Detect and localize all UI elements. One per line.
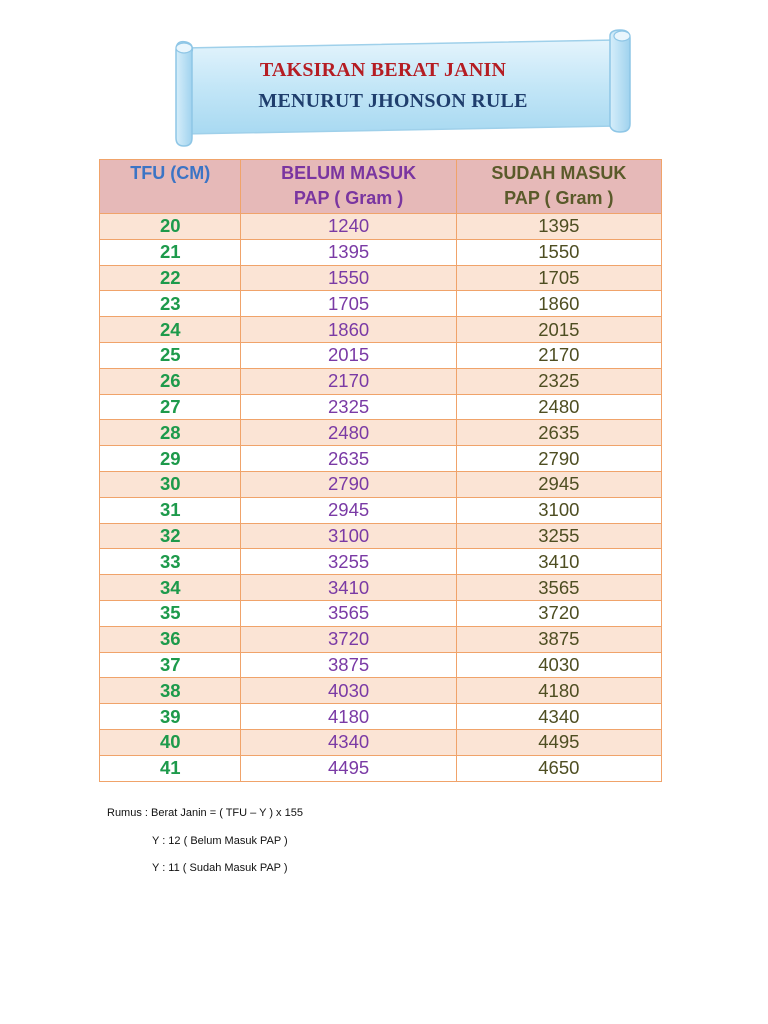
table-row bbox=[100, 342, 662, 368]
cell-tfu: 24 bbox=[100, 317, 241, 343]
cell-sudah-masuk: 2170 bbox=[456, 342, 661, 368]
title-line-1: TAKSIRAN BERAT JANIN bbox=[259, 59, 507, 81]
cell-belum-masuk: 3565 bbox=[241, 600, 456, 626]
cell-tfu: 36 bbox=[100, 626, 241, 652]
cell-tfu: 22 bbox=[100, 265, 241, 291]
cell-sudah-masuk: 2945 bbox=[456, 471, 661, 497]
cell-tfu: 27 bbox=[100, 394, 241, 420]
cell-tfu: 39 bbox=[100, 704, 241, 730]
cell-belum-masuk: 1240 bbox=[241, 214, 456, 240]
cell-belum-masuk: 3875 bbox=[241, 652, 456, 678]
table-row bbox=[100, 291, 662, 317]
cell-tfu: 31 bbox=[100, 497, 241, 523]
cell-tfu: 26 bbox=[100, 368, 241, 394]
table-row bbox=[100, 523, 662, 549]
cell-belum-masuk: 4180 bbox=[241, 704, 456, 730]
cell-tfu: 38 bbox=[100, 678, 241, 704]
cell-sudah-masuk: 1860 bbox=[456, 291, 661, 317]
header-tfu-label: TFU (CM) bbox=[130, 163, 211, 183]
cell-belum-masuk: 1860 bbox=[241, 317, 456, 343]
cell-sudah-masuk: 2480 bbox=[456, 394, 661, 420]
table-body bbox=[100, 214, 662, 782]
cell-belum-masuk: 3720 bbox=[241, 626, 456, 652]
table-row bbox=[100, 652, 662, 678]
table-row bbox=[100, 729, 662, 755]
cell-belum-masuk: 1550 bbox=[241, 265, 456, 291]
header-sudah-masuk-pap bbox=[456, 160, 661, 214]
title-banner bbox=[170, 28, 636, 150]
cell-sudah-masuk: 3565 bbox=[456, 575, 661, 601]
cell-tfu: 29 bbox=[100, 446, 241, 472]
table-row bbox=[100, 704, 662, 730]
header-sudah-line-1: SUDAH MASUK bbox=[491, 163, 627, 183]
cell-sudah-masuk: 3255 bbox=[456, 523, 661, 549]
cell-belum-masuk: 4030 bbox=[241, 678, 456, 704]
cell-sudah-masuk: 3410 bbox=[456, 549, 661, 575]
cell-belum-masuk: 4495 bbox=[241, 755, 456, 781]
table-row bbox=[100, 420, 662, 446]
formula-line: Rumus : Berat Janin = ( TFU – Y ) x 155 bbox=[107, 807, 303, 819]
table-row bbox=[100, 678, 662, 704]
cell-tfu: 34 bbox=[100, 575, 241, 601]
cell-sudah-masuk: 4340 bbox=[456, 704, 661, 730]
cell-belum-masuk: 2635 bbox=[241, 446, 456, 472]
cell-sudah-masuk: 2635 bbox=[456, 420, 661, 446]
cell-tfu: 25 bbox=[100, 342, 241, 368]
cell-sudah-masuk: 1705 bbox=[456, 265, 661, 291]
header-belum-line-1: BELUM MASUK bbox=[281, 163, 417, 183]
cell-tfu: 20 bbox=[100, 214, 241, 240]
cell-tfu: 30 bbox=[100, 471, 241, 497]
cell-tfu: 32 bbox=[100, 523, 241, 549]
header-belum-line-2: PAP ( Gram ) bbox=[293, 188, 404, 208]
cell-belum-masuk: 1395 bbox=[241, 239, 456, 265]
table-row bbox=[100, 497, 662, 523]
table-row bbox=[100, 265, 662, 291]
cell-tfu: 33 bbox=[100, 549, 241, 575]
cell-belum-masuk: 2945 bbox=[241, 497, 456, 523]
cell-belum-masuk: 3255 bbox=[241, 549, 456, 575]
table-row bbox=[100, 600, 662, 626]
cell-tfu: 28 bbox=[100, 420, 241, 446]
table-row bbox=[100, 626, 662, 652]
title-line-2: MENURUT JHONSON RULE bbox=[258, 90, 528, 112]
cell-sudah-masuk: 4650 bbox=[456, 755, 661, 781]
cell-belum-masuk: 3100 bbox=[241, 523, 456, 549]
cell-sudah-masuk: 1395 bbox=[456, 214, 661, 240]
formula-notes bbox=[107, 803, 303, 886]
cell-belum-masuk: 3410 bbox=[241, 575, 456, 601]
cell-sudah-masuk: 3875 bbox=[456, 626, 661, 652]
johnson-rule-table bbox=[99, 159, 662, 782]
table-row bbox=[100, 446, 662, 472]
cell-tfu: 41 bbox=[100, 755, 241, 781]
table-header-row bbox=[100, 160, 662, 214]
cell-tfu: 23 bbox=[100, 291, 241, 317]
cell-belum-masuk: 2790 bbox=[241, 471, 456, 497]
cell-sudah-masuk: 3100 bbox=[456, 497, 661, 523]
cell-sudah-masuk: 2790 bbox=[456, 446, 661, 472]
cell-belum-masuk: 4340 bbox=[241, 729, 456, 755]
cell-tfu: 21 bbox=[100, 239, 241, 265]
cell-belum-masuk: 2325 bbox=[241, 394, 456, 420]
y-sudah-note: Y : 11 ( Sudah Masuk PAP ) bbox=[152, 862, 288, 874]
table-row bbox=[100, 239, 662, 265]
table-row bbox=[100, 368, 662, 394]
header-tfu bbox=[100, 160, 241, 214]
table-row bbox=[100, 394, 662, 420]
cell-belum-masuk: 2170 bbox=[241, 368, 456, 394]
cell-tfu: 37 bbox=[100, 652, 241, 678]
cell-sudah-masuk: 4030 bbox=[456, 652, 661, 678]
header-belum-masuk-pap bbox=[241, 160, 456, 214]
cell-tfu: 40 bbox=[100, 729, 241, 755]
header-sudah-line-2: PAP ( Gram ) bbox=[504, 188, 614, 208]
cell-belum-masuk: 2480 bbox=[241, 420, 456, 446]
table-row bbox=[100, 471, 662, 497]
cell-sudah-masuk: 3720 bbox=[456, 600, 661, 626]
y-belum-note: Y : 12 ( Belum Masuk PAP ) bbox=[152, 834, 288, 847]
cell-belum-masuk: 1705 bbox=[241, 291, 456, 317]
cell-belum-masuk: 2015 bbox=[241, 342, 456, 368]
cell-tfu: 35 bbox=[100, 600, 241, 626]
table-row bbox=[100, 575, 662, 601]
table-row bbox=[100, 755, 662, 781]
cell-sudah-masuk: 4495 bbox=[456, 729, 661, 755]
cell-sudah-masuk: 2325 bbox=[456, 368, 661, 394]
table-row bbox=[100, 214, 662, 240]
cell-sudah-masuk: 4180 bbox=[456, 678, 661, 704]
table-row bbox=[100, 317, 662, 343]
table-row bbox=[100, 549, 662, 575]
cell-sudah-masuk: 1550 bbox=[456, 239, 661, 265]
cell-sudah-masuk: 2015 bbox=[456, 317, 661, 343]
